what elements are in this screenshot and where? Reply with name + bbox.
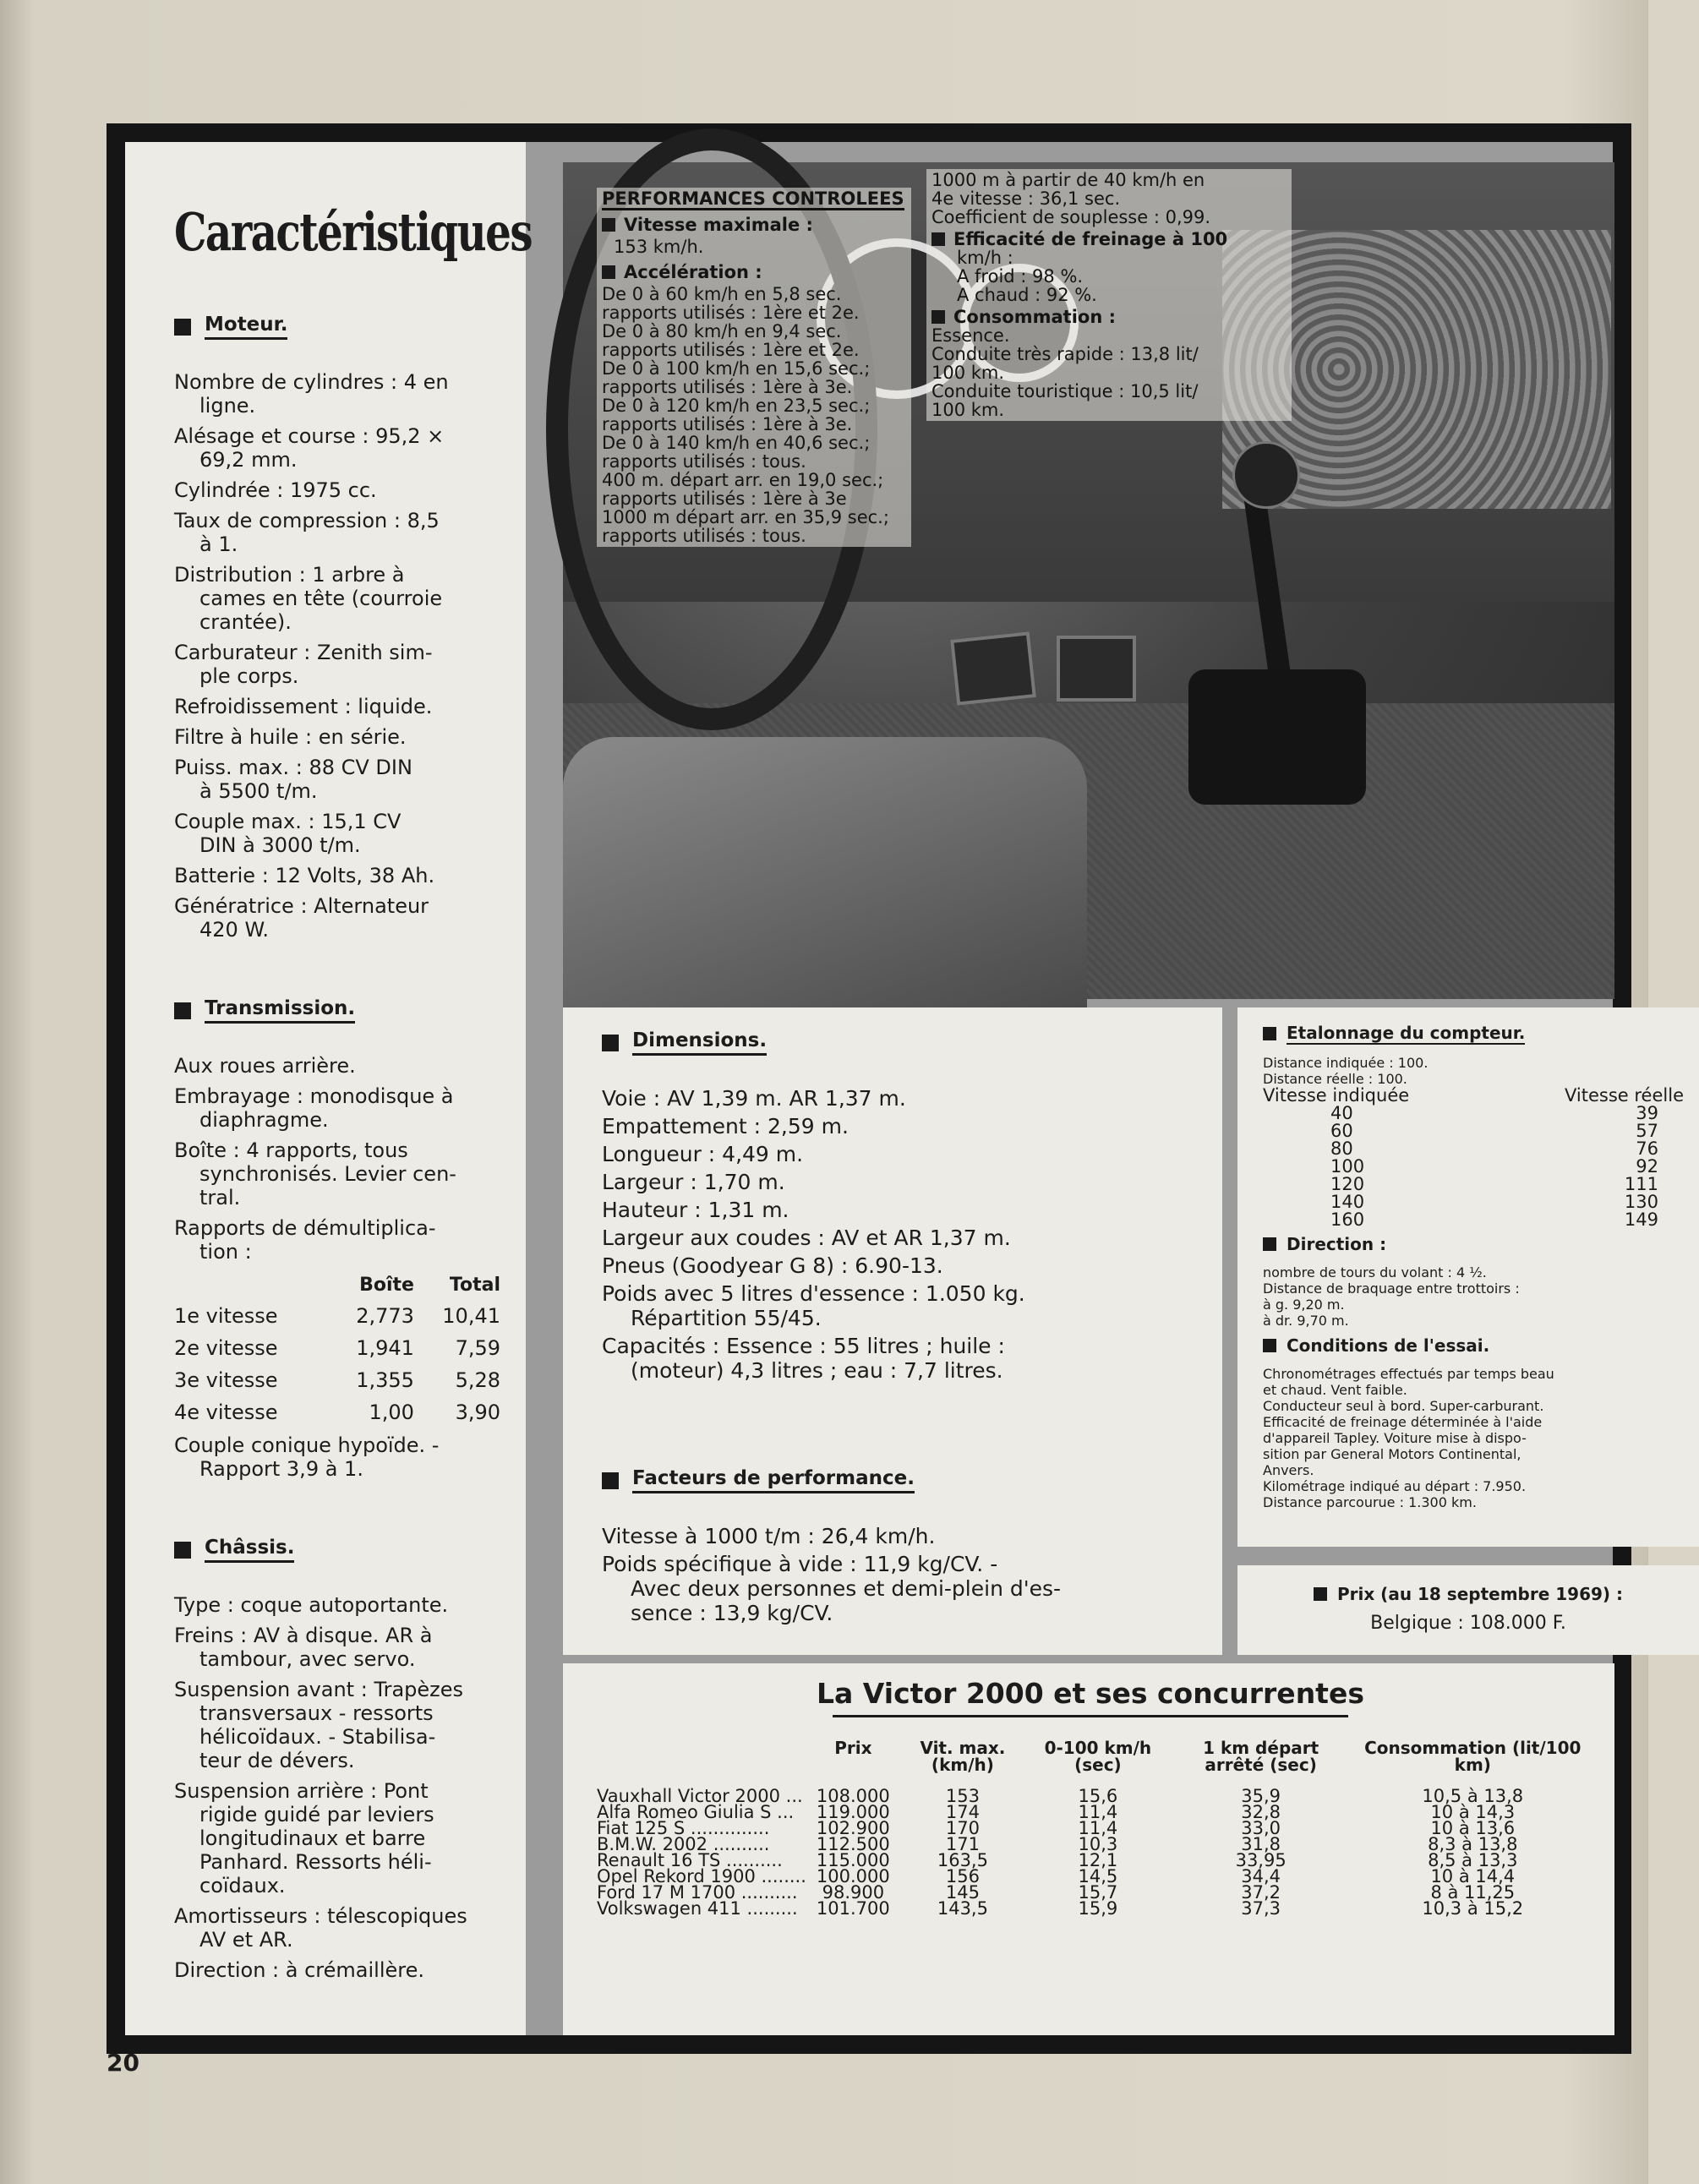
vitesse-reelle: 39 [1636, 1103, 1658, 1123]
dimensions-item [602, 1226, 1190, 1250]
moteur-item [174, 509, 500, 556]
conditions-line: Anvers. [1263, 1462, 1314, 1478]
moteur-item-line: crantée). [199, 610, 292, 634]
etalonnage-panel [1237, 1007, 1699, 1547]
transmission-item-line: synchronisés. Levier cen- [199, 1162, 456, 1186]
moteur-item-line: ligne. [199, 394, 256, 418]
moteur-item-line: 69,2 mm. [199, 448, 298, 472]
square-bullet-icon [174, 1542, 191, 1559]
concurrentes-cell: 14,5 [1078, 1866, 1118, 1886]
chassis-item [174, 1904, 500, 1952]
square-bullet-icon [174, 319, 191, 336]
chassis-list [174, 1593, 500, 1982]
dimensions-item [602, 1334, 1190, 1383]
direction-line: nombre de tours du volant : 4 ½. [1263, 1264, 1487, 1280]
rapports-cell: 3e vitesse [174, 1368, 278, 1392]
car-name: Renault 16 TS .......... [597, 1850, 783, 1870]
concurrentes-header: Consommation (lit/100 km) [1364, 1738, 1582, 1775]
dimensions-item-line: Largeur : 1,70 m. [602, 1170, 785, 1194]
etalonnage-line: Distance réelle : 100. [1263, 1071, 1407, 1087]
car-name: Opel Rekord 1900 ........ [597, 1866, 806, 1886]
concurrentes-cell: 156 [945, 1866, 980, 1886]
dimensions-item-line: Pneus (Goodyear G 8) : 6.90-13. [602, 1253, 943, 1278]
transmission-item-line: Boîte : 4 rapports, tous [174, 1138, 408, 1162]
etalonnage-row [1263, 1176, 1684, 1193]
performances-block [597, 188, 911, 547]
transmission-item-line: Rapports de démultiplica- [174, 1216, 436, 1240]
dimensions-item-line: Voie : AV 1,39 m. AR 1,37 m. [602, 1086, 906, 1111]
concurrentes-header [592, 1739, 811, 1788]
dimensions-item [602, 1198, 1190, 1222]
conditions-line: Distance parcourue : 1.300 km. [1263, 1494, 1477, 1510]
moteur-item-line: Couple max. : 15,1 CV [174, 810, 402, 833]
concurrentes-cell: 15,6 [1078, 1786, 1118, 1806]
transmission-item-line: Aux roues arrière. [174, 1054, 356, 1078]
acceleration-line: rapports utilisés : 1ère et 2e. [602, 340, 860, 360]
conditions-line: d'appareil Tapley. Voiture mise à dispo- [1263, 1430, 1527, 1446]
dimensions-item-line: (moteur) 4,3 litres ; eau : 7,7 litres. [631, 1358, 1003, 1383]
concurrentes-cell: 37,2 [1241, 1882, 1281, 1903]
etalonnage-row [1263, 1211, 1684, 1229]
dimensions-item [602, 1281, 1190, 1330]
concurrentes-cell: 15,7 [1078, 1882, 1118, 1903]
concurrentes-header: Prix [834, 1738, 872, 1758]
rapports-cell: 7,59 [455, 1336, 500, 1360]
moteur-item [174, 756, 500, 803]
facteurs-heading: Facteurs de performance. [602, 1467, 1190, 1493]
consommation-line: 100 km. [931, 363, 1005, 383]
moteur-item-line: Puiss. max. : 88 CV DIN [174, 756, 412, 779]
concurrentes-header: 0-100 km/h (sec) [1044, 1738, 1152, 1775]
car-name: Fiat 125 S .............. [597, 1818, 770, 1838]
transmission-item [174, 1433, 500, 1481]
conditions-line: sition par General Motors Continental, [1263, 1446, 1521, 1462]
concurrentes-cell: 119.000 [816, 1802, 890, 1822]
vitesse-reelle: 76 [1636, 1138, 1658, 1159]
transmission-after [174, 1433, 500, 1481]
rapports-row [174, 1332, 500, 1364]
dimensions-item-line: Largeur aux coudes : AV et AR 1,37 m. [602, 1226, 1011, 1250]
rapports-row [174, 1396, 500, 1428]
gear-boot [1188, 669, 1366, 805]
dimensions-item [602, 1170, 1190, 1194]
rapports-row [174, 1300, 500, 1332]
square-bullet-icon [602, 1035, 619, 1051]
clutch-pedal-icon [950, 631, 1036, 705]
transmission-heading: Transmission. [174, 997, 500, 1024]
car-name: Volkswagen 411 ......... [597, 1898, 798, 1919]
dimensions-item-line: Longueur : 4,49 m. [602, 1142, 804, 1166]
transmission-item [174, 1216, 500, 1264]
vitesse-reelle: 92 [1636, 1156, 1658, 1177]
rapports-cell: 5,28 [455, 1368, 500, 1392]
freinage-heading: Efficacité de freinage à 100 [931, 230, 1287, 248]
concurrentes-cell: 98.900 [822, 1882, 885, 1903]
chassis-item-line: longitudinaux et barre [199, 1826, 426, 1850]
concurrentes-table [592, 1739, 1589, 1917]
dimensions-item [602, 1253, 1190, 1278]
souplesse-line: Coefficient de souplesse : 0,99. [931, 207, 1211, 227]
rapports-cell: 1,355 [356, 1368, 414, 1392]
vitesse-heading: Vitesse maximale : [602, 216, 906, 234]
moteur-item-line: à 5500 t/m. [199, 779, 318, 803]
etalonnage-lines [1263, 1055, 1684, 1087]
concurrentes-cell: 102.900 [816, 1818, 890, 1838]
moteur-item [174, 695, 500, 718]
etalonnage-row [1263, 1140, 1684, 1158]
moteur-item-line: Carburateur : Zenith sim- [174, 641, 433, 664]
acceleration-line: De 0 à 140 km/h en 40,6 sec.; [602, 433, 871, 453]
concurrentes-cell: 171 [945, 1834, 980, 1854]
transmission-list [174, 1054, 500, 1264]
moteur-item-line: Taux de compression : 8,5 [174, 509, 440, 532]
chassis-item-line: teur de dévers. [199, 1749, 355, 1772]
concurrentes-cell: 153 [945, 1786, 980, 1806]
acceleration-heading: Accélération : [602, 263, 906, 281]
moteur-item-line: à 1. [199, 532, 238, 556]
rapports-cell: 2e vitesse [174, 1336, 278, 1360]
conditions-line: Kilométrage indiqué au départ : 7.950. [1263, 1478, 1527, 1494]
caracteristiques-column [125, 142, 532, 2035]
vitesse-value: 153 km/h. [614, 237, 704, 257]
concurrentes-cell: 10 à 14,4 [1430, 1866, 1516, 1886]
seat-shape [563, 737, 1087, 1007]
concurrentes-cell: 11,4 [1078, 1802, 1118, 1822]
square-bullet-icon [602, 1472, 619, 1489]
concurrentes-cell: 174 [945, 1802, 980, 1822]
dimensions-list [602, 1086, 1190, 1383]
concurrentes-cell: 10 à 13,6 [1430, 1818, 1516, 1838]
conditions-line: Efficacité de freinage déterminée à l'aide [1263, 1414, 1543, 1430]
chassis-item-line: Freins : AV à disque. AR à [174, 1624, 433, 1647]
chassis-item-line: rigide guidé par leviers [199, 1803, 434, 1826]
chassis-item-line: Type : coque autoportante. [174, 1593, 449, 1617]
acceleration-line: De 0 à 60 km/h en 5,8 sec. [602, 284, 842, 304]
direction-line: à g. 9,20 m. [1263, 1297, 1345, 1313]
acceleration-line: De 0 à 120 km/h en 23,5 sec.; [602, 396, 871, 416]
moteur-item [174, 641, 500, 688]
concurrentes-cell: 35,9 [1241, 1786, 1281, 1806]
rapports-cell: 3,90 [455, 1400, 500, 1424]
concurrentes-cell: 12,1 [1078, 1850, 1118, 1870]
facteurs-item-line: Vitesse à 1000 t/m : 26,4 km/h. [602, 1524, 936, 1548]
gear-knob-icon [1232, 441, 1300, 509]
concurrentes-row [592, 1901, 1589, 1917]
consommation-line: 100 km. [931, 400, 1005, 420]
chassis-item-line: Suspension avant : Trapèzes [174, 1678, 464, 1701]
square-bullet-icon [1263, 1027, 1276, 1040]
vitesse-indiquee: 120 [1330, 1174, 1365, 1194]
vitesse-indiquee: 40 [1330, 1103, 1353, 1123]
moteur-item [174, 370, 500, 418]
dimensions-item-line: Hauteur : 1,31 m. [602, 1198, 789, 1222]
concurrentes-panel [563, 1663, 1614, 2035]
direction-line: Distance de braquage entre trottoirs : [1263, 1280, 1520, 1297]
moteur-item [174, 725, 500, 749]
moteur-item-line: cames en tête (courroie [199, 587, 443, 610]
chassis-item [174, 1779, 500, 1897]
dimensions-panel [563, 1007, 1222, 1655]
rapports-row [174, 1364, 500, 1396]
concurrentes-cell: 8,5 à 13,3 [1428, 1850, 1518, 1870]
vitesse-reelle: 130 [1624, 1192, 1658, 1212]
freinage-lines [931, 248, 1287, 304]
moteur-item [174, 810, 500, 857]
moteur-heading: Moteur. [174, 314, 500, 340]
performances-heading: PERFORMANCES CONTROLEES [602, 188, 904, 209]
square-bullet-icon [1314, 1587, 1327, 1601]
transmission-item [174, 1084, 500, 1132]
acceleration-line: 400 m. départ arr. en 19,0 sec.; [602, 470, 884, 490]
moteur-item-line: ple corps. [199, 664, 299, 688]
concurrentes-cell: 37,3 [1241, 1898, 1281, 1919]
concurrentes-cell: 10,5 à 13,8 [1422, 1786, 1524, 1806]
rapports-header [174, 1270, 328, 1300]
chassis-item-line: Panhard. Ressorts héli- [199, 1850, 432, 1874]
chassis-item [174, 1678, 500, 1772]
facteurs-item-line: Avec deux personnes et demi-plein d'es- [631, 1576, 1062, 1601]
transmission-item-line: diaphragme. [199, 1108, 329, 1132]
transmission-item [174, 1054, 500, 1078]
concurrentes-cell: 100.000 [816, 1866, 890, 1886]
dimensions-item-line: Répartition 55/45. [631, 1306, 822, 1330]
title-underline [833, 1715, 1348, 1717]
direction-heading: Direction : [1263, 1234, 1684, 1254]
direction-line: à dr. 9,70 m. [1263, 1313, 1349, 1329]
performances-right-block [926, 169, 1292, 421]
concurrentes-cell: 115.000 [816, 1850, 890, 1870]
moteur-item-line: Nombre de cylindres : 4 en [174, 370, 449, 394]
consommation-heading: Consommation : [931, 308, 1287, 326]
dimensions-item [602, 1142, 1190, 1166]
acceleration-line: rapports utilisés : 1ère à 3e [602, 489, 847, 509]
rapports-cell: 2,773 [356, 1304, 414, 1328]
acceleration-line: rapports utilisés : tous. [602, 451, 806, 472]
consommation-lines [931, 326, 1287, 419]
chassis-item [174, 1958, 500, 1982]
square-bullet-icon [931, 232, 945, 246]
chassis-item-line: hélicoïdaux. - Stabilisa- [199, 1725, 436, 1749]
etalonnage-row [1263, 1193, 1684, 1211]
rapports-table [174, 1270, 500, 1428]
acceleration-line: De 0 à 80 km/h en 9,4 sec. [602, 321, 842, 341]
moteur-item [174, 563, 500, 634]
consommation-line: Essence. [931, 325, 1010, 346]
transmission-item-line: tion : [199, 1240, 252, 1264]
facteurs-item [602, 1552, 1190, 1625]
concurrentes-header: Vit. max. (km/h) [920, 1738, 1006, 1775]
conditions-line: et chaud. Vent faible. [1263, 1382, 1407, 1398]
dashboard-photo [563, 162, 1614, 999]
concurrentes-cell: 8,3 à 13,8 [1428, 1834, 1518, 1854]
moteur-item-line: Batterie : 12 Volts, 38 Ah. [174, 864, 435, 887]
concurrentes-cell: 170 [945, 1818, 980, 1838]
moteur-item-line: Alésage et course : 95,2 × [174, 424, 445, 448]
acceleration-line: rapports utilisés : 1ère à 3e. [602, 414, 853, 434]
car-name: Alfa Romeo Giulia S ... [597, 1802, 795, 1822]
chassis-item [174, 1593, 500, 1617]
col-vitesse-reelle: Vitesse réelle [1565, 1085, 1684, 1106]
rapports-cell: 1,941 [356, 1336, 414, 1360]
moteur-item [174, 424, 500, 472]
consommation-line: Conduite très rapide : 13,8 lit/ [931, 344, 1199, 364]
dimensions-heading: Dimensions. [602, 1029, 1190, 1056]
dimensions-item [602, 1114, 1190, 1138]
vitesse-reelle: 149 [1624, 1209, 1658, 1230]
moteur-list [174, 370, 500, 942]
rapports-header: Total [449, 1275, 500, 1296]
etalonnage-row [1263, 1122, 1684, 1140]
consommation-line: Conduite touristique : 10,5 lit/ [931, 381, 1199, 401]
facteurs-list [602, 1524, 1190, 1625]
chassis-item-line: transversaux - ressorts [199, 1701, 434, 1725]
concurrentes-cell: 10,3 [1078, 1834, 1118, 1854]
chassis-item-line: Amortisseurs : télescopiques [174, 1904, 467, 1928]
freinage-line: A froid : 98 %. [957, 266, 1084, 287]
transmission-item-line: Rapport 3,9 à 1. [199, 1457, 363, 1481]
vitesse-reelle: 111 [1624, 1174, 1658, 1194]
dimensions-item [602, 1086, 1190, 1111]
concurrentes-cell: 33,0 [1241, 1818, 1281, 1838]
freinage-line: A chaud : 92 %. [957, 285, 1097, 305]
chassis-item-line: coïdaux. [199, 1874, 286, 1897]
chassis-item-line: AV et AR. [199, 1928, 293, 1952]
vitesse-indiquee: 160 [1330, 1209, 1365, 1230]
rapports-cell: 10,41 [442, 1304, 500, 1328]
chassis-item-line: tambour, avec servo. [199, 1647, 416, 1671]
facteurs-item-line: sence : 13,9 kg/CV. [631, 1601, 833, 1625]
chassis-item-line: Direction : à crémaillère. [174, 1958, 424, 1982]
freinage-line: km/h : [957, 248, 1013, 268]
concurrentes-header: 1 km départ arrêté (sec) [1203, 1738, 1319, 1775]
moteur-item [174, 894, 500, 942]
concurrentes-cell: 15,9 [1078, 1898, 1118, 1919]
acceleration-line: De 0 à 100 km/h en 15,6 sec.; [602, 358, 871, 379]
concurrentes-cell: 8 à 11,25 [1430, 1882, 1516, 1903]
moteur-item-line: 420 W. [199, 918, 270, 942]
vitesse-indiquee: 80 [1330, 1138, 1353, 1159]
acceleration-line: rapports utilisés : tous. [602, 526, 806, 546]
concurrentes-cell: 32,8 [1241, 1802, 1281, 1822]
etalonnage-row [1263, 1105, 1684, 1122]
moteur-item-line: Refroidissement : liquide. [174, 695, 433, 718]
car-name: Vauxhall Victor 2000 ... [597, 1786, 803, 1806]
concurrentes-cell: 101.700 [816, 1898, 890, 1919]
etalonnage-line: Distance indiquée : 100. [1263, 1055, 1429, 1071]
square-bullet-icon [174, 1002, 191, 1019]
concurrentes-cell: 163,5 [937, 1850, 988, 1870]
direction-lines [1263, 1264, 1684, 1329]
vitesse-indiquee: 140 [1330, 1192, 1365, 1212]
square-bullet-icon [602, 218, 615, 232]
square-bullet-icon [1263, 1237, 1276, 1251]
article-frame [107, 123, 1684, 2054]
chassis-item-line: Suspension arrière : Pont [174, 1779, 429, 1803]
brake-pedal-icon [1057, 636, 1136, 702]
conditions-lines [1263, 1366, 1684, 1510]
page-title: Caractéristiques [174, 201, 532, 263]
concurrentes-cell: 10,3 à 15,2 [1422, 1898, 1524, 1919]
souplesse-line: 4e vitesse : 36,1 sec. [931, 188, 1121, 209]
moteur-item-line: Cylindrée : 1975 cc. [174, 478, 377, 502]
transmission-item-line: tral. [199, 1186, 241, 1209]
concurrentes-cell: 112.500 [816, 1834, 890, 1854]
vitesse-indiquee: 60 [1330, 1121, 1353, 1141]
transmission-item-line: Couple conique hypoïde. - [174, 1433, 440, 1457]
vitesse-indiquee: 100 [1330, 1156, 1365, 1177]
square-bullet-icon [1263, 1339, 1276, 1352]
col-vitesse-indiquee: Vitesse indiquée [1263, 1085, 1410, 1106]
rapports-cell: 4e vitesse [174, 1400, 278, 1424]
facteurs-item [602, 1524, 1190, 1548]
rapports-cell: 1,00 [369, 1400, 414, 1424]
transmission-item [174, 1138, 500, 1209]
concurrentes-cell: 33,95 [1235, 1850, 1287, 1870]
concurrentes-cell: 31,8 [1241, 1834, 1281, 1854]
conditions-heading: Conditions de l'essai. [1263, 1335, 1684, 1356]
dimensions-item-line: Empattement : 2,59 m. [602, 1114, 849, 1138]
acceleration-line: 1000 m départ arr. en 35,9 sec.; [602, 507, 889, 527]
souplesse-lines [931, 171, 1287, 227]
moteur-item [174, 864, 500, 887]
moteur-item-line: DIN à 3000 t/m. [199, 833, 361, 857]
moteur-item-line: Génératrice : Alternateur [174, 894, 429, 918]
dimensions-item-line: Capacités : Essence : 55 litres ; huile : [602, 1334, 1005, 1358]
etalonnage-table [1263, 1087, 1684, 1229]
moteur-item-line: Filtre à huile : en série. [174, 725, 407, 749]
conditions-line: Conducteur seul à bord. Super-carburant. [1263, 1398, 1544, 1414]
concurrentes-cell: 143,5 [937, 1898, 988, 1919]
moteur-item-line: Distribution : 1 arbre à [174, 563, 405, 587]
dimensions-item-line: Poids avec 5 litres d'essence : 1.050 kg. [602, 1281, 1025, 1306]
chassis-heading: Châssis. [174, 1537, 500, 1563]
chassis-item [174, 1624, 500, 1671]
etalonnage-heading: Etalonnage du compteur. [1263, 1023, 1684, 1045]
rapports-cell: 1e vitesse [174, 1304, 278, 1328]
concurrentes-cell: 108.000 [816, 1786, 890, 1806]
car-name: Ford 17 M 1700 .......... [597, 1882, 798, 1903]
concurrentes-cell: 11,4 [1078, 1818, 1118, 1838]
concurrentes-cell: 10 à 14,3 [1430, 1802, 1516, 1822]
facteurs-item-line: Poids spécifique à vide : 11,9 kg/CV. - [602, 1552, 998, 1576]
square-bullet-icon [931, 310, 945, 324]
etalonnage-row [1263, 1158, 1684, 1176]
page-number: 20 [107, 2049, 139, 2077]
concurrentes-cell: 145 [945, 1882, 980, 1903]
moteur-item [174, 478, 500, 502]
conditions-line: Chronométrages effectués par temps beau [1263, 1366, 1554, 1382]
concurrentes-title: La Victor 2000 et ses concurrentes [817, 1677, 1364, 1710]
rapports-header: Boîte [359, 1275, 414, 1296]
car-name: B.M.W. 2002 .......... [597, 1834, 770, 1854]
vitesse-reelle: 57 [1636, 1121, 1658, 1141]
transmission-item-line: Embrayage : monodisque à [174, 1084, 454, 1108]
square-bullet-icon [602, 265, 615, 279]
acceleration-lines [602, 285, 906, 545]
prix-panel [1237, 1565, 1699, 1655]
concurrentes-cell: 34,4 [1241, 1866, 1281, 1886]
prix-value: Belgique : 108.000 F. [1370, 1613, 1566, 1634]
acceleration-line: rapports utilisés : 1ère et 2e. [602, 303, 860, 323]
prix-heading: Prix (au 18 septembre 1969) : [1314, 1584, 1623, 1604]
acceleration-line: rapports utilisés : 1ère à 3e. [602, 377, 853, 397]
souplesse-line: 1000 m à partir de 40 km/h en [931, 170, 1205, 190]
